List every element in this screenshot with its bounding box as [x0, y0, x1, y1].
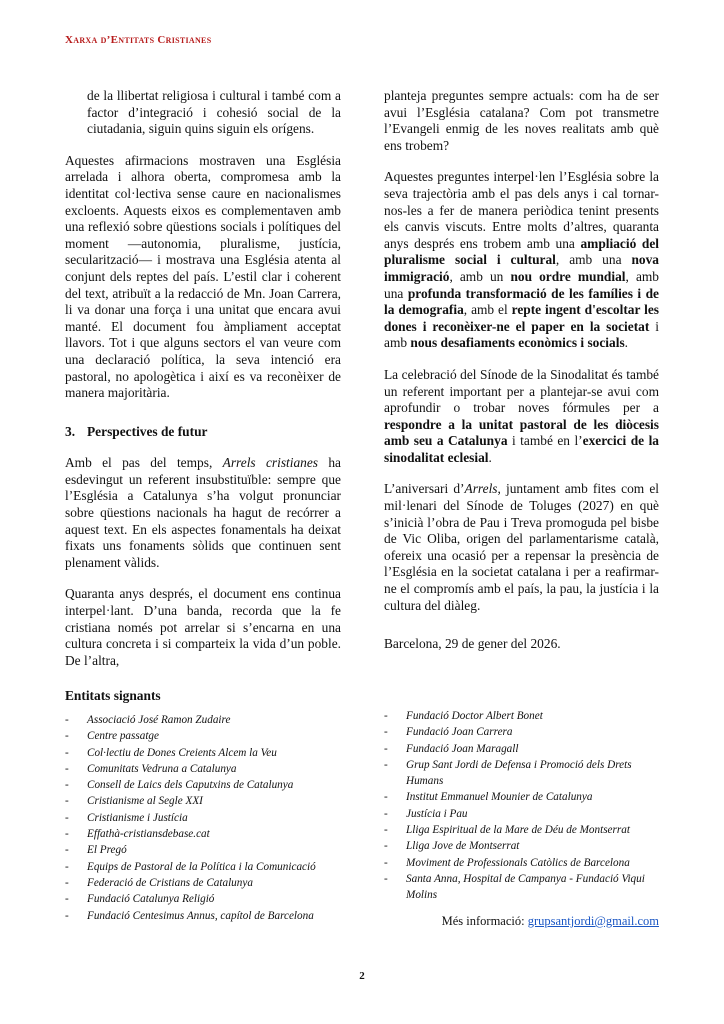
emphasis: nova immigració: [384, 252, 659, 284]
list-item: - Santa Anna, Hospital de Campanya - Fundació Viqui Molins: [384, 871, 664, 904]
section-heading: [65, 424, 341, 441]
text: .: [488, 449, 492, 465]
list-item: - Fundació Joan Maragall: [384, 741, 664, 757]
paragraph: [384, 367, 659, 467]
list-item: - Equips de Pastoral de la Política i la Comunicació: [65, 859, 365, 875]
paragraph: planteja preguntes sempre actuals: com ha de ser avui l’Església catalana? Com pot transmetre l’Evangeli enmig de les noves realitats amb què ens trobem?: [384, 88, 659, 153]
list-item: - Institut Emmanuel Mounier de Catalunya: [384, 789, 664, 805]
text: i amb: [384, 318, 659, 351]
list-item: - Centre passatge: [65, 728, 365, 744]
paragraph: Quaranta anys després, el document ens continua interpel·lant. D’una banda, recorda que la fe cristiana només pot arrelar si s’encarna en una cultura concreta i si comparteix la vida d’un poble. De l’altra,: [65, 586, 341, 668]
text: i també en l’: [507, 433, 583, 449]
list-item: - Fundació Joan Carrera: [384, 724, 664, 740]
document-header: Xarxa d’Entitats Cristianes: [65, 34, 212, 46]
list-item: - Moviment de Professionals Catòlics de Barcelona: [384, 855, 664, 871]
list-item: - Cristianisme i Justícia: [65, 810, 365, 826]
list-item: - El Pregó: [65, 842, 365, 858]
section-title: Perspectives de futur: [87, 423, 208, 439]
list-item: - Fundació Doctor Albert Bonet: [384, 708, 664, 724]
paragraph: Aquestes afirmacions mostraven una Església arrelada i alhora oberta, compromesa amb la identitat col·lectiva sense caure en nacionalismes excloents. Aquests eixos es complementaven amb una reflexió sobre qüestions socials i polítiques del moment —autonomia, pluralisme, justícia, secularització— i mostrava una Església atenta al conjunt dels reptes del país. L’estil clar i coherent del text, atribuït a la redacció de Mn. Joan Carrera, li va donar una força i una unitat que encara avui manté. El document fou àmpliament acceptat llavors. Tot i que alguns sectors el van veure com una declaració política, la seva intenció era pastoral, no apologètica i així es va reconèixer de manera majoritària.: [65, 152, 341, 401]
list-item: - Justícia i Pau: [384, 806, 664, 822]
paragraph: [65, 455, 341, 571]
document-title-italic: Arrels: [464, 481, 498, 497]
list-item: - Lliga Espiritual de la Mare de Déu de Montserrat: [384, 822, 664, 838]
text: L’aniversari d’: [384, 481, 465, 497]
page-number: 2: [359, 970, 365, 982]
left-column: [65, 88, 341, 684]
list-item: - Associació José Ramon Zudaire: [65, 712, 365, 728]
text: Amb el pas del temps,: [65, 455, 223, 471]
text: ha esdevingut un referent insubstituïble: sempre que l’Església a Catalunya s’ha volgut pronunciar sobre qüestions nacionals ha hagut de recórrer a aquest text. En els aspectes fonamentals ha deixat fixats uns fonaments sòlids que continuen sent plenament vàlids.: [65, 455, 341, 570]
text: .: [624, 335, 629, 351]
emphasis: nou ordre mundial: [510, 268, 626, 284]
emphasis: nous desafiaments econòmics i socials: [410, 335, 625, 351]
text: , amb el: [463, 302, 512, 318]
list-item: - Fundació Centesimus Annus, capítol de Barcelona: [65, 908, 365, 924]
list-item: - Grup Sant Jordi de Defensa i Promoció dels Drets Humans: [384, 757, 664, 790]
emphasis: exercici de la sinodalitat eclesial: [384, 433, 659, 465]
emphasis: profunda transformació de les famílies i de la demografia: [384, 285, 659, 318]
text: , amb una: [555, 252, 632, 268]
more-info-label: Més informació:: [441, 914, 528, 928]
list-item: - Federació de Cristians de Catalunya: [65, 875, 365, 891]
email-link[interactable]: grupsantjordi@gmail.com: [527, 914, 659, 928]
signatories-list-right: [384, 708, 664, 904]
text: La celebració del Sínode de la Sinodalitat és també un referent important per a plantejar-se avui com aprofundir o trobar noves fórmules per a: [384, 366, 659, 416]
text: Aquestes preguntes interpel·len l’Església sobre la seva trajectòria amb el pas dels anys i cal tornar-nos-les a fer de manera periòdica tenint presents els canvis viscuts. Entre molts d’altres, quaranta anys després ens trobem amb una: [384, 169, 659, 251]
text: , amb un: [449, 268, 511, 284]
emphasis: repte ingent d'escoltar les dones i reconèixer-ne el paper en la societat: [384, 302, 660, 334]
quote-continuation: de la llibertat religiosa i cultural i també com a factor d’integració i cohesió social de la ciutadania, siguin quins siguin els orígens.: [87, 88, 341, 137]
list-item: - Consell de Laics dels Caputxins de Catalunya: [65, 777, 365, 793]
more-info: [442, 914, 659, 929]
paragraph: [384, 169, 659, 352]
list-item: - Cristianisme al Segle XXI: [65, 793, 365, 809]
paragraph: [384, 481, 659, 614]
section-number: 3.: [65, 423, 76, 439]
emphasis: respondre a la unitat pastoral de les diòcesis amb seu a Catalunya: [384, 416, 659, 449]
list-item: - Lliga Jove de Montserrat: [384, 838, 664, 854]
list-item: - Effathà-cristiansdebase.cat: [65, 826, 365, 842]
place-and-date: Barcelona, 29 de gener del 2026.: [384, 636, 561, 652]
right-column: [384, 88, 659, 668]
list-item: - Comunitats Vedruna a Catalunya: [65, 761, 365, 777]
signatories-list-left: [65, 712, 365, 924]
list-item: - Col·lectiu de Dones Creients Alcem la Veu: [65, 745, 365, 761]
signatories-title: Entitats signants: [65, 688, 161, 703]
document-title-italic: Arrels cristianes: [222, 455, 319, 471]
list-item: - Fundació Catalunya Religió: [65, 891, 365, 907]
text: , amb una: [384, 268, 659, 301]
text: , juntament amb fites com el mil·lenari del Sínode de Toluges (2027) en què s’inicià l’obra de Pau i Treva promoguda pel bisbe de Vic Oliba, origen del parlamentarisme català, ofereix una ocasió per a repensar la presència de l’Església en la societat catalana i per a reafirmar-ne el compromís amb el país, la pau, la justícia i la cultura del diàleg.: [384, 481, 659, 613]
emphasis: ampliació del pluralisme social i cultural: [384, 235, 659, 268]
